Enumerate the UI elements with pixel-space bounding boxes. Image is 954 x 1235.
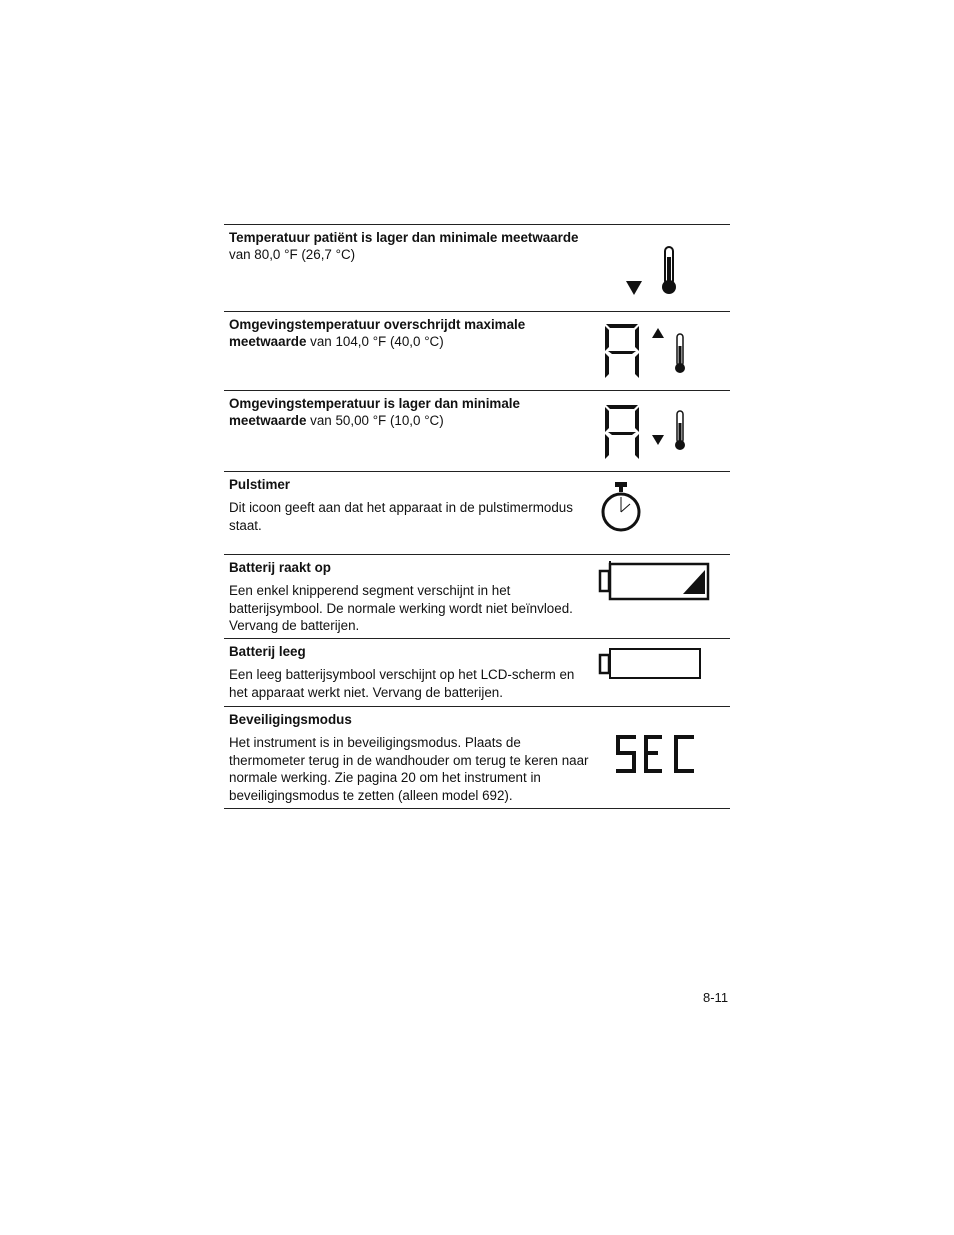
row-text-block xyxy=(229,476,589,534)
row-patient-temp-low xyxy=(224,225,730,312)
row-ambient-temp-high xyxy=(224,312,730,391)
row-title-text: Temperatuur patiënt is lager dan minimale meetwaarde xyxy=(229,230,579,245)
row-title: Beveiligingsmodus xyxy=(229,712,352,727)
row-title-rest: van 104,0 °F (40,0 °C) xyxy=(310,334,444,350)
row-title-rest: van 50,00 °F (10,0 °C) xyxy=(310,413,444,429)
row-description: Een enkel knipperend segment verschijnt in het batterijsymbool. De normale werking wordt niet beïnvloed. Vervang de batterijen. xyxy=(229,583,573,634)
ambient-high-icon xyxy=(602,320,692,382)
row-description: Een leeg batterijsymbool verschijnt op het LCD-scherm en het apparaat werkt niet. Vervang de batterijen. xyxy=(229,667,575,700)
row-ambient-temp-low xyxy=(224,391,730,472)
row-title xyxy=(229,316,589,351)
row-title: Pulstimer xyxy=(229,477,291,492)
row-security-mode xyxy=(224,707,730,809)
row-title xyxy=(229,229,589,264)
row-battery-low xyxy=(224,555,730,639)
row-title-rest: van 80,0 °F (26,7 °C) xyxy=(229,247,356,263)
row-battery-empty xyxy=(224,639,730,707)
row-title-text: Omgevingstemperatuur is lager dan minimale meetwaarde xyxy=(229,396,520,429)
security-mode-icon xyxy=(612,733,702,775)
indicator-table xyxy=(224,224,730,809)
row-title-text: Omgevingstemperatuur overschrijdt maximale meetwaarde xyxy=(229,317,526,350)
page-number: 8-11 xyxy=(703,990,729,1005)
row-pulse-timer xyxy=(224,472,730,555)
row-description: Het instrument is in beveiligingsmodus. Plaats de thermometer terug in de wandhouder om terug te keren naar normale werking. Zie pagina 20 om het instrument in beveiligingsmodus te zetten (alleen model 692). xyxy=(229,735,589,803)
stopwatch-icon xyxy=(598,480,644,534)
row-text-block xyxy=(229,711,589,804)
ambient-low-icon xyxy=(602,401,692,463)
row-title xyxy=(229,395,589,430)
thermometer-low-icon xyxy=(622,243,682,297)
row-text-block xyxy=(229,559,589,635)
battery-empty-icon xyxy=(598,647,704,681)
row-title: Batterij raakt op xyxy=(229,560,331,575)
row-description: Dit icoon geeft aan dat het apparaat in de pulstimermodus staat. xyxy=(229,500,573,533)
row-text-block xyxy=(229,643,589,701)
battery-low-icon xyxy=(598,561,714,601)
row-title: Batterij leeg xyxy=(229,644,306,659)
